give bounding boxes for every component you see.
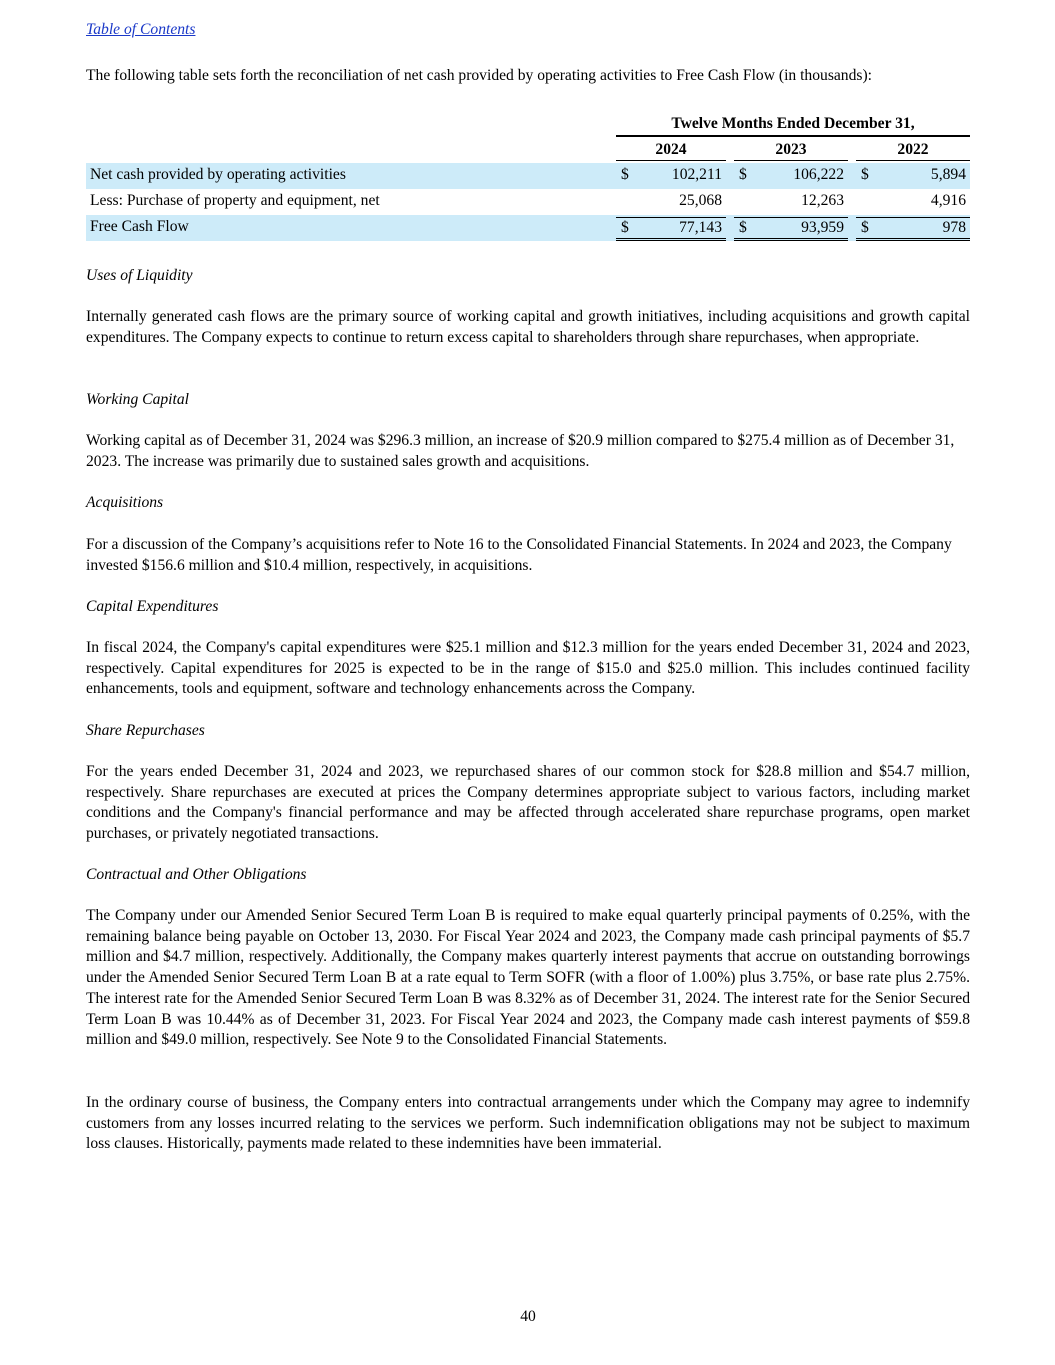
capital-expenditures-text: In fiscal 2024, the Company's capital expenditures were $25.1 million and $12.3 million for the years ended December 31, 2024 and 2023, respectively. Capital expenditures for 2025 is expected to be in the range of $15.0 and $25.0 million. This includes continued facility enhancements, tools and equipment, software and technology enhancements across the Company. [86,639,970,698]
dollar-sign: $ [861,219,869,236]
contractual-obligations-heading: Contractual and Other Obligations [86,866,307,883]
table-cell [856,191,970,213]
table-row [86,189,970,215]
cell-value: 5,894 [930,166,966,183]
row-label: Net cash provided by operating activities [90,166,346,183]
acquisitions-text: For a discussion of the Company’s acquisitions refer to Note 16 to the Consolidated Financial Statements. In 2024 and 2023, the Company invested $156.6 million and $10.4 million, respectively, in acquisitions. [86,536,952,574]
working-capital-heading: Working Capital [86,391,189,408]
uses-of-liquidity-text: Internally generated cash flows are the primary source of working capital and growth initiatives, including acquisitions and growth capital expenditures. The Company expects to continue to return excess capital to shareholders through share repurchases, when appropriate. [86,308,970,346]
row-label: Free Cash Flow [90,218,189,235]
indemnification-text: In the ordinary course of business, the Company enters into contractual arrangements under which the Company may agree to indemnify customers from any losses incurred relating to the services we perform. Such indemnification obligations may not be subject to maximum loss clauses. Historically, payments made related to these indemnities have been immaterial. [86,1094,970,1153]
cell-value: 102,211 [671,166,722,183]
dollar-sign: $ [621,219,629,236]
cell-value: 106,222 [793,166,844,183]
table-cell [616,191,726,213]
year-header-2024: 2024 [616,140,726,161]
contractual-obligations-text: The Company under our Amended Senior Secured Term Loan B is required to make equal quarterly principal payments of 0.25%, with the remaining balance being payable on October 13, 2030. For Fiscal Year 2024 and 2023, the Company made cash principal payments of $5.7 million and $4.7 million, respectively. Additionally, the Company makes quarterly interest payments that accrue on outstanding borrowings under the Amended Senior Secured Term Loan B at a rate equal to Term SOFR (with a floor of 1.00%) plus 3.75%, or base rate plus 2.75%. The interest rate for the Amended Senior Secured Term Loan B was 8.32% as of December 31, 2024. The interest rate for the Senior Secured Term Loan B was 10.44% as of December 31, 2023. For Fiscal Year 2024 and 2023, the Company made cash interest payments of $59.8 million and $49.0 million, respectively. See Note 9 to the Consolidated Financial Statements. [86,907,970,1049]
cell-value: 77,143 [679,219,722,236]
table-cell [856,217,970,241]
cell-value: 4,916 [930,192,966,209]
uses-of-liquidity-heading: Uses of Liquidity [86,267,193,284]
table-row [86,163,970,189]
table-cell [734,165,848,187]
dollar-sign: $ [621,166,629,183]
acquisitions-heading: Acquisitions [86,494,164,511]
share-repurchases-text: For the years ended December 31, 2024 and 2023, we repurchased shares of our common stock for $28.8 million and $54.7 million, respectively. Share repurchases are executed at prices the Company determines appropriate subject to various factors, including market conditions and the Company's financial performance and may be affected through accelerated share repurchase programs, open market purchases, or privately negotiated transactions. [86,763,970,843]
table-cell [734,191,848,213]
cell-value: 25,068 [679,192,722,209]
dollar-sign: $ [739,166,747,183]
page-number: 40 [520,1308,536,1325]
capital-expenditures-heading: Capital Expenditures [86,598,219,615]
cell-value: 12,263 [801,192,844,209]
intro-paragraph: The following table sets forth the reconciliation of net cash provided by operating activities to Free Cash Flow (in thousands): [86,67,872,84]
cell-value: 978 [942,219,966,236]
period-header: Twelve Months Ended December 31, [616,114,970,137]
working-capital-text: Working capital as of December 31, 2024 was $296.3 million, an increase of $20.9 million compared to $275.4 million as of December 31, 2023. The increase was primarily due to sustained sales growth and acquisitions. [86,432,955,470]
table-row [86,215,970,241]
row-label: Less: Purchase of property and equipment, net [90,192,380,209]
table-of-contents-link[interactable]: Table of Contents [86,21,196,38]
table-cell [616,165,726,187]
dollar-sign: $ [739,219,747,236]
year-header-2022: 2022 [856,140,970,161]
dollar-sign: $ [861,166,869,183]
table-cell [616,217,726,241]
table-cell [734,217,848,241]
cell-value: 93,959 [801,219,844,236]
year-header-2023: 2023 [734,140,848,161]
table-cell [856,165,970,187]
share-repurchases-heading: Share Repurchases [86,722,205,739]
